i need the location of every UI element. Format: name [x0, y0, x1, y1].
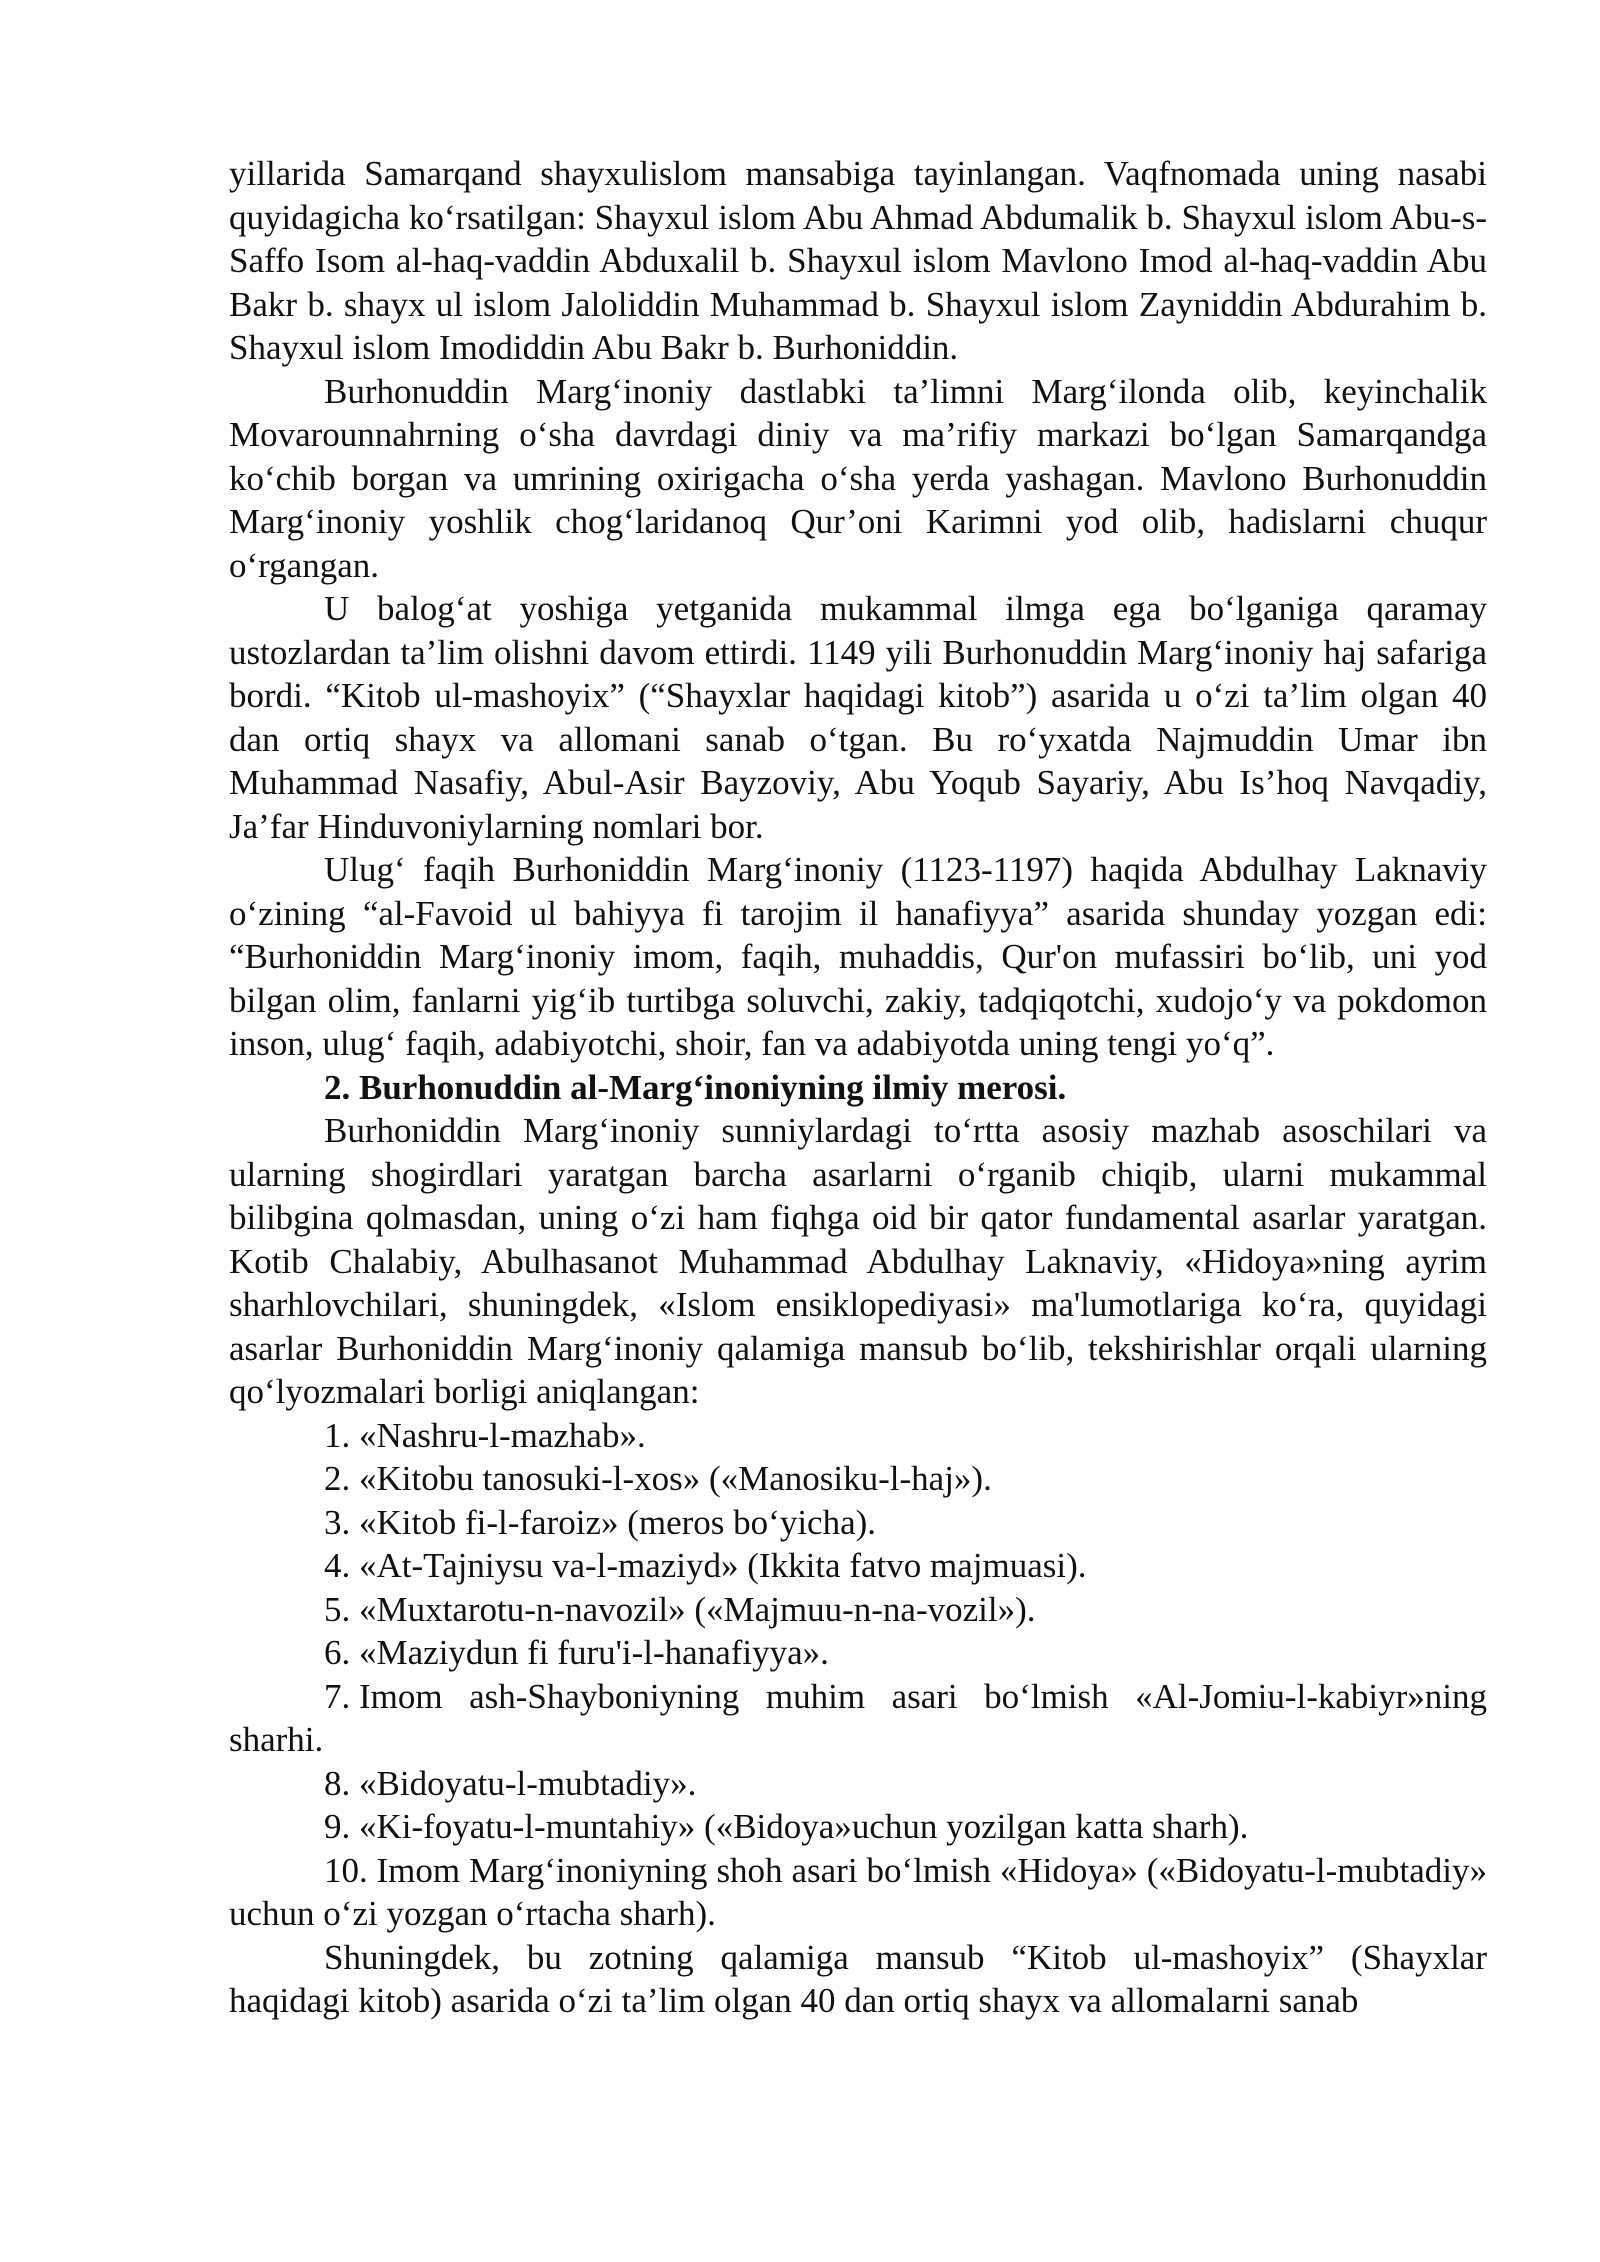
closing-paragraph: Shuningdek, bu zotning qalamiga mansub “Kitob ul-mashoyix” (Shayxlar haqidagi kitob) asarida o‘zi ta’lim olgan 40 dan ortiq shayx va allomalarni sanab	[229, 1937, 1487, 2020]
list-item-number: 2.	[324, 1459, 351, 1498]
list-item	[229, 1501, 1487, 1545]
list-item-number: 7.	[324, 1676, 351, 1716]
section-intro-paragraph: Burhoniddin Marg‘inoniy sunniylardagi to‘rtta asosiy mazhab asoschilari va ularning shogirdlari yaratgan barcha asarlarni o‘rganib chiqib, ularni mukammal bilibgina qolmasdan, uning o‘zi ham fiqhga oid bir qator fundamental asarlar yaratgan. Kotib Chalabiy, Abulhasanot Muhammad Abdulhay Laknaviy, «Hidoya»ning ayrim sharhlovchilari, shuningdek, «Islom ensiklopediyasi» ma'lumotlariga ko‘ra, quyidagi asarlar Burhoniddin Marg‘inoniy qalamiga mansub bo‘lib, tekshirishlar orqali ularning qo‘lyozmalari borligi aniqlangan:	[229, 1111, 1487, 1411]
list-item-text: «Muxtarotu-n-navozil» («Majmuu-n-na-vozil»).	[359, 1589, 1036, 1629]
paragraph-teachers: U balog‘at yoshiga yetganida mukammal ilmga ega bo‘lganiga qaramay ustozlardan ta’lim olishni davom ettirdi. 1149 yili Burhonuddin Marg‘inoniy haj safariga bordi. “Kitob ul-mashoyix” (“Shayxlar haqidagi kitob”) asarida u o‘zi ta’lim olgan 40 dan ortiq shayx va allomani sanab o‘tgan. Bu ro‘yxatda Najmuddin Umar ibn Muhammad Nasafiy, Abul-Asir Bayzoviy, Abu Yoqub Sayariy, Abu Is’hoq Navqadiy, Ja’far Hinduvoniylarning nomlari bor.	[229, 589, 1487, 846]
list-item-number: 8.	[324, 1763, 351, 1803]
list-item-text: «Maziydun fi furu'i-l-hanafiyya».	[359, 1633, 829, 1672]
list-item	[229, 1762, 1487, 1806]
list-item-number: 10.	[324, 1850, 368, 1890]
list-item-number: 3.	[324, 1502, 351, 1542]
document-page	[229, 152, 1487, 2023]
list-item-number: 9.	[324, 1807, 351, 1846]
list-item-number: 6.	[324, 1633, 351, 1672]
works-list	[229, 1414, 1487, 1936]
list-item	[229, 1675, 1487, 1762]
list-item	[229, 1457, 1487, 1501]
section-heading: 2. Burhonuddin al-Marg‘inoniyning ilmiy merosi.	[324, 1067, 1067, 1107]
list-item-text: «Kitobu tanosuki-l-xos» («Manosiku-l-haj»).	[359, 1459, 992, 1498]
list-item-number: 1.	[324, 1415, 351, 1455]
list-item-number: 5.	[324, 1589, 351, 1629]
list-item-text: «Nashru-l-mazhab».	[359, 1415, 646, 1455]
paragraph-education: Burhonuddin Marg‘inoniy dastlabki ta’limni Marg‘ilonda olib, keyinchalik Movarounnahrning o‘sha davrdagi diniy va ma’rifiy markazi bo‘lgan Samarqandga ko‘chib borgan va umrining oxirigacha o‘sha yerda yashagan. Mavlono Burhonuddin Marg‘inoniy yoshlik chog‘laridanoq Qur’oni Karimni yod olib, hadislarni chuqur o‘rgangan.	[229, 371, 1487, 585]
list-item-text: «Ki-foyatu-l-muntahiy» («Bidoya»uchun yozilgan katta sharh).	[359, 1807, 1249, 1846]
list-item-text: Imom ash-Shayboniyning muhim asari bo‘lmish «Al-Jomiu-l-kabiyr»ning sharhi.	[229, 1676, 1487, 1759]
list-item	[229, 1849, 1487, 1936]
list-item	[229, 1805, 1487, 1849]
list-item	[229, 1544, 1487, 1588]
list-item-number: 4.	[324, 1546, 351, 1585]
list-item	[229, 1414, 1487, 1458]
list-item	[229, 1588, 1487, 1632]
paragraph-lineage: yillarida Samarqand shayxulislom mansabiga tayinlangan. Vaqfnomada uning nasabi quyidagicha ko‘rsatilgan: Shayxul islom Abu Ahmad Abdumalik b. Shayxul islom Abu-s-Saffo Isom al-haq-vaddin Abduxalil b. Shayxul islom Mavlono Imod al-haq-vaddin Abu Bakr b. shayx ul islom Jaloliddin Muhammad b. Shayxul islom Zayniddin Abdurahim b. Shayxul islom Imodiddin Abu Bakr b. Burhoniddin.	[229, 154, 1487, 367]
list-item-text: Imom Marg‘inoniyning shoh asari bo‘lmish «Hidoya» («Bidoyatu-l-mubtadiy» uchun o‘zi yozgan o‘rtacha sharh).	[229, 1850, 1487, 1933]
list-item-text: «Bidoyatu-l-mubtadiy».	[359, 1763, 697, 1803]
list-item-text: «At-Tajniysu va-l-maziyd» (Ikkita fatvo majmuasi).	[359, 1546, 1087, 1585]
list-item	[229, 1631, 1487, 1675]
paragraph-laknaviy-quote: Ulug‘ faqih Burhoniddin Marg‘inoniy (1123-1197) haqida Abdulhay Laknaviy o‘zining “al-Favoid ul bahiyya fi tarojim il hanafiyya” asarida shunday yozgan edi: “Burhoniddin Marg‘inoniy imom, faqih, muhaddis, Qur'on mufassiri bo‘lib, uni yod bilgan olim, fanlarni yig‘ib turtibga soluvchi, zakiy, tadqiqotchi, xudojo‘y va pokdomon inson, ulug‘ faqih, adabiyotchi, shoir, fan va adabiyotda uning tengi yo‘q”.	[229, 850, 1487, 1063]
list-item-text: «Kitob fi-l-faroiz» (meros bo‘yicha).	[359, 1502, 877, 1542]
